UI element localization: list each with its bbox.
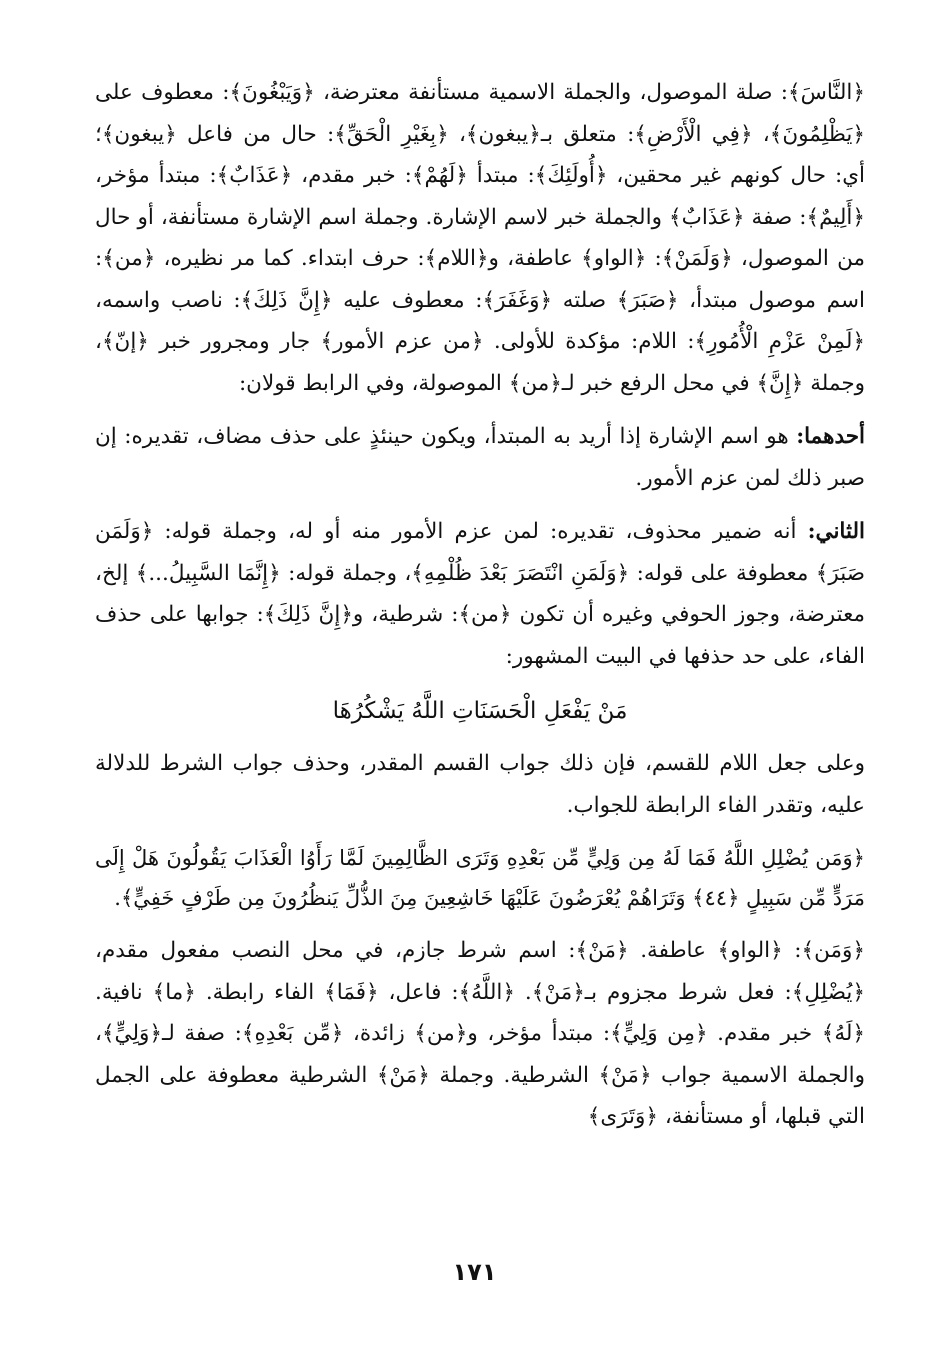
- paragraph-1-text: ﴿النَّاسَ﴾: صلة الموصول، والجملة الاسمية مستأنفة معترضة، ﴿وَيَبْغُونَ﴾: معطوف على ﴿يَظْلِمُونَ﴾، ﴿فِي الْأَرْضِ﴾: متعلق بـ﴿يبغون﴾، ﴿بِغَيْرِ الْحَقِّ﴾: حال من فاعل ﴿يبغون﴾؛ أي: حال كونهم غير محقين، ﴿أُولَئِكَ﴾: مبتدأ ﴿لَهُمْ﴾: خبر مقدم، ﴿عَذَابٌ﴾: مبتدأ مؤخر، ﴿أَلِيمٌ﴾: صفة ﴿عَذَابٌ﴾ والجملة خبر لاسم الإشارة. وجملة اسم الإشارة مستأنفة، أو حال من الموصول، ﴿وَلَمَنْ﴾: ﴿الواو﴾ عاطفة، و﴿اللام﴾: حرف ابتداء. كما مر نظيره، ﴿من﴾: اسم موصول مبتدأ، ﴿صَبَرَ﴾ صلته ﴿وَغَفَرَ﴾: معطوف عليه ﴿إِنَّ ذَلِكَ﴾: ناصب واسمه، ﴿لَمِنْ عَزْمِ الْأُمُورِ﴾: اللام: مؤكدة للأولى. ﴿من عزم الأمور﴾ جار ومجرور خبر ﴿إنّ﴾، وجملة ﴿إِنَّ﴾ في محل الرفع خبر لـ﴿من﴾ الموصولة، وفي الرابط قولان:: [95, 80, 865, 396]
- paragraph-3-lead: الثاني:: [807, 519, 865, 544]
- paragraph-2-lead: أحدهما:: [796, 424, 865, 449]
- page-body: [95, 72, 865, 1150]
- paragraph-3-text: أنه ضمير محذوف، تقديره: لمن عزم الأمور منه أو له، وجملة قوله: ﴿وَلَمَن صَبَرَ﴾ معطوفة على قوله: ﴿وَلَمَنِ انْتَصَرَ بَعْدَ ظُلْمِهِ﴾، وجملة قوله: ﴿إِنَّمَا السَّبِيلُ...﴾ إلخ، معترضة، وجوز الحوفي وغيره أن تكون ﴿من﴾: شرطية، و﴿إِنَّ ذَلِكَ﴾: جوابها على حذف الفاء، على حد حذفها في البيت المشهور:: [95, 519, 865, 669]
- paragraph-after-verse: وعلى جعل اللام للقسم، فإن ذلك جواب القسم المقدر، وحذف جواب الشرط للدلالة عليه، وتقدر الفاء الرابطة للجواب.: [95, 751, 865, 818]
- quran-passage: ﴿وَمَن يُضْلِلِ اللَّهُ فَمَا لَهُ مِن وَلِيٍّ مِّن بَعْدِهِ وَتَرَى الظَّالِمِينَ لَمَّا رَأَوُا الْعَذَابَ يَقُولُونَ هَلْ إِلَى مَرَدٍّ مِّن سَبِيلٍ ﴿٤٤﴾ وَتَرَاهُمْ يُعْرَضُونَ عَلَيْهَا خَاشِعِينَ مِنَ الذُّلِّ يَنظُرُونَ مِن طَرْفٍ خَفِيٍّ﴾.: [95, 846, 865, 910]
- paragraph-1: [95, 72, 865, 404]
- paragraph-2: [95, 416, 865, 499]
- poetry-verse: مَنْ يَفْعَلِ الْحَسَنَاتِ اللَّهُ يَشْكُرُهَا: [332, 698, 628, 724]
- paragraph-3: [95, 511, 865, 677]
- paragraph-2-text: هو اسم الإشارة إذا أريد به المبتدأ، ويكون حينئذٍ على حذف مضاف، تقديره: إن صبر ذلك لمن عزم الأمور.: [95, 424, 865, 491]
- page-number: ١٧١: [452, 1258, 497, 1286]
- paragraph-final: ﴿وَمَن﴾: ﴿الواو﴾ عاطفة. ﴿مَنْ﴾: اسم شرط جازم، في محل النصب مفعول مقدم، ﴿يُضْلِلِ﴾: فعل شرط مجزوم بـ﴿مَنْ﴾. ﴿اللَّهُ﴾: فاعل، ﴿فَمَا﴾ الفاء رابطة. ﴿ما﴾ نافية. ﴿لَهُ﴾ خبر مقدم. ﴿مِن وَلِيٍّ﴾: مبتدأ مؤخر، و﴿من﴾ زائدة، ﴿مِّن بَعْدِهِ﴾: صفة لـ﴿وَلِيٍّ﴾، والجملة الاسمية جواب ﴿مَنْ﴾ الشرطية. وجملة ﴿مَنْ﴾ الشرطية معطوفة على الجمل التي قبلها، أو مستأنفة، ﴿وَتَرَى﴾: [95, 938, 865, 1129]
